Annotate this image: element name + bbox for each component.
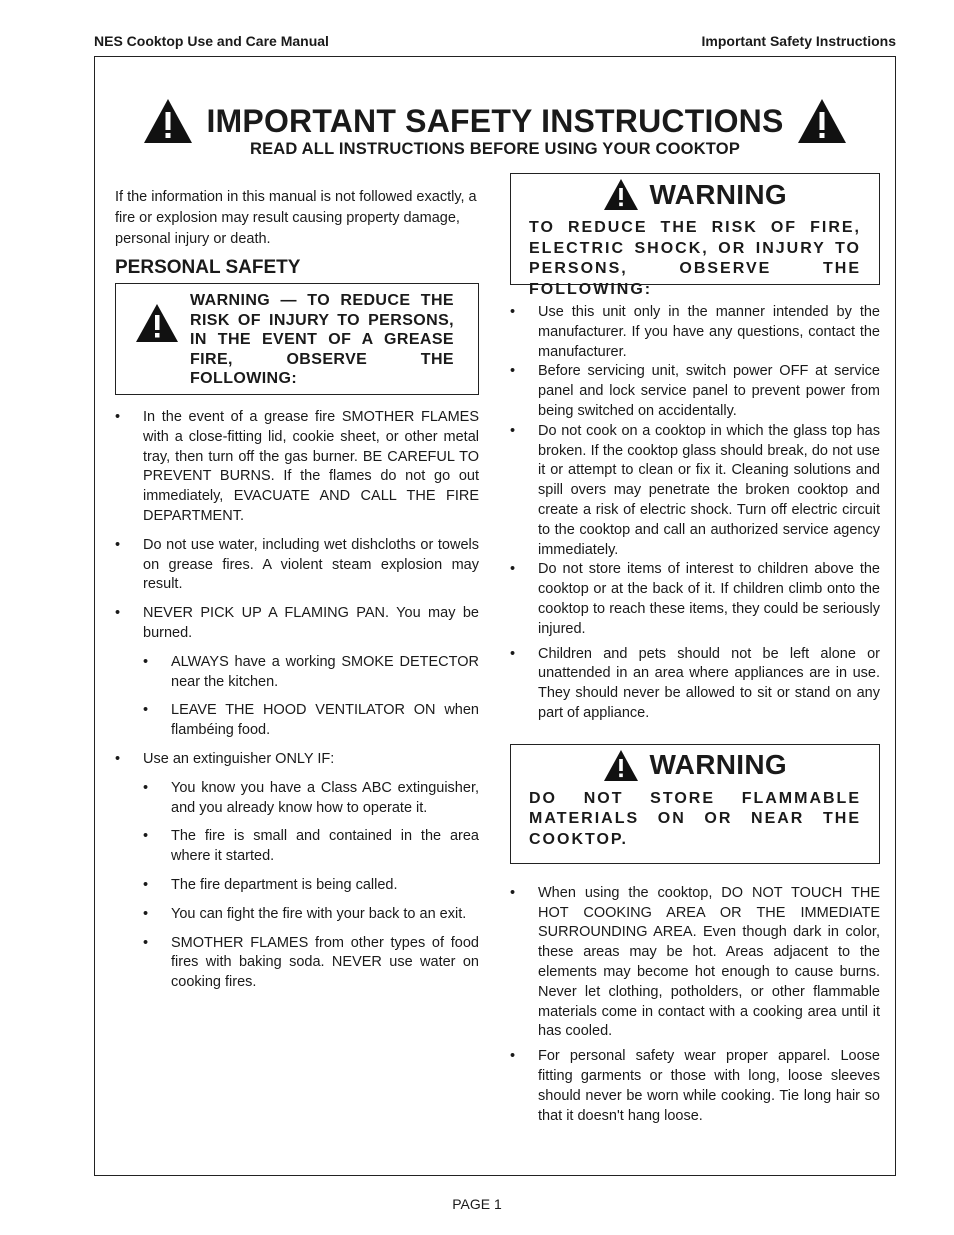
bullet-icon: •: [510, 363, 516, 380]
personal-safety-list: [115, 408, 479, 993]
bullet-icon: •: [143, 876, 149, 893]
list-item: • Before servicing unit, switch power OFF at service panel and lock service panel to prevent power from being switched on accidentally.: [510, 363, 880, 419]
bullet-icon: •: [510, 1048, 516, 1065]
list-item: • LEAVE THE HOOD VENTILATOR ON when flambéing food.: [143, 702, 479, 739]
list-item: • The fire department is being called.: [115, 876, 479, 896]
warning-triangle-icon: [142, 97, 194, 145]
bullet-icon: •: [143, 702, 149, 719]
right-column: [510, 173, 880, 1126]
running-header-left: NES Cooktop Use and Care Manual: [94, 33, 329, 49]
warning-triangle-icon: [134, 302, 180, 344]
list-item: • You can fight the fire with your back to an exit.: [115, 905, 479, 925]
bullet-icon: •: [143, 779, 149, 796]
bullet-icon: •: [143, 828, 149, 845]
hot-surface-list: [510, 884, 880, 1127]
bullet-icon: •: [115, 750, 121, 767]
warning-triangle-icon: [603, 749, 639, 782]
grease-fire-warning-box: [115, 283, 479, 395]
intro-paragraph: If the information in this manual is not followed exactly, a fire or explosion may result causing property damage, personal injury or death.: [115, 189, 477, 247]
page-title: IMPORTANT SAFETY INSTRUCTIONS: [206, 102, 784, 139]
page-frame: [94, 56, 896, 1176]
bullet-icon: •: [510, 645, 516, 662]
list-item: • Do not cook on a cooktop in which the glass top has broken. If the cooktop glass should break, do not use it or attempt to clean or fix it. Cleaning solutions and spill overs may penetrate the broken cooktop and create a risk of electric shock. Turn off electric circuit to the cooktop and call an authorized service agency immediately.: [510, 422, 880, 558]
bullet-icon: •: [143, 905, 149, 922]
fire-shock-warning-box: [510, 173, 880, 298]
general-safety-list: [510, 303, 880, 724]
grease-fire-warning-text: WARNING — TO REDUCE THE RISK OF INJURY TO PERSONS, IN THE EVENT OF A GREASE FIRE, OBSERVE THE FOLLOWING:: [190, 292, 454, 387]
bullet-icon: •: [510, 884, 516, 901]
list-item: • ALWAYS have a working SMOKE DETECTOR near the kitchen.: [143, 653, 479, 690]
fire-shock-warning-text: TO REDUCE THE RISK OF FIRE, ELECTRIC SHOCK, OR INJURY TO PERSONS, OBSERVE THE FOLLOWING:: [529, 219, 861, 298]
list-item: • NEVER PICK UP A FLAMING PAN. You may be burned.: [115, 605, 479, 641]
list-item: • When using the cooktop, DO NOT TOUCH THE HOT COOKING AREA OR THE IMMEDIATE SURROUNDING AREA. Even though dark in color, these areas may be hot. Areas adjacent to the elements may become hot enough to cause burns. Never let clothing, potholders, or other flammable materials come in contact with a cooking area until it has cooled.: [510, 884, 880, 1040]
list-item: • Do not use water, including wet dishcloths or towels on grease fires. A violent steam explosion may result.: [115, 536, 479, 593]
list-item: • In the event of a grease fire SMOTHER FLAMES with a close-fitting lid, cookie sheet, or other metal tray, then turn off the gas burner. BE CAREFUL TO PREVENT BURNS. If the flames do not go out immediately, EVACUATE AND CALL THE FIRE DEPARTMENT.: [115, 409, 479, 524]
list-item: • Do not store items of interest to children above the cooktop or at the back of it. If children climb onto the cooktop to reach these items, they could be seriously injured.: [510, 561, 880, 637]
bullet-icon: •: [510, 304, 516, 320]
running-header-right: Important Safety Instructions: [701, 33, 896, 49]
list-item: • The fire is small and contained in the area where it started.: [143, 828, 479, 865]
list-item: • SMOTHER FLAMES from other types of food fires with baking soda. NEVER use water on cooking fires.: [143, 934, 479, 991]
bullet-icon: •: [143, 934, 149, 951]
flammable-warning-text: DO NOT STORE FLAMMABLE MATERIALS ON OR NEAR THE COOKTOP.: [529, 789, 861, 848]
list-item: • Use an extinguisher ONLY IF:: [115, 750, 479, 770]
bullet-icon: •: [115, 605, 121, 622]
bullet-icon: •: [510, 561, 516, 578]
page-subtitle: READ ALL INSTRUCTIONS BEFORE USING YOUR COOKTOP: [249, 140, 741, 158]
warning-title: WARNING: [649, 749, 787, 781]
warning-triangle-icon: [796, 97, 848, 145]
list-item: • For personal safety wear proper apparel. Loose fitting garments or those with long, loose sleeves should never be worn while cooking. Tie long hair so that it doesn't hang loose.: [510, 1048, 880, 1124]
section-heading-personal-safety: PERSONAL SAFETY: [115, 257, 301, 278]
list-item: • Children and pets should not be left alone or unattended in an area where appliances are in use. They should never be allowed to sit or stand on any part of appliance.: [510, 645, 880, 721]
warning-heading: [511, 745, 879, 785]
bullet-icon: •: [115, 536, 121, 553]
list-item: • You know you have a Class ABC extinguisher, and you already know how to operate it.: [143, 779, 479, 816]
flammable-warning-box: [510, 744, 880, 864]
list-item: • Use this unit only in the manner intended by the manufacturer. If you have any questions, contact the manufacturer.: [510, 304, 880, 360]
bullet-icon: •: [115, 409, 121, 425]
page-number: PAGE 1: [452, 1196, 502, 1212]
warning-heading: [511, 174, 879, 214]
bullet-icon: •: [143, 653, 149, 670]
bullet-icon: •: [510, 422, 516, 439]
left-column: [115, 187, 479, 1002]
warning-triangle-icon: [603, 178, 639, 211]
warning-title: WARNING: [649, 178, 787, 210]
